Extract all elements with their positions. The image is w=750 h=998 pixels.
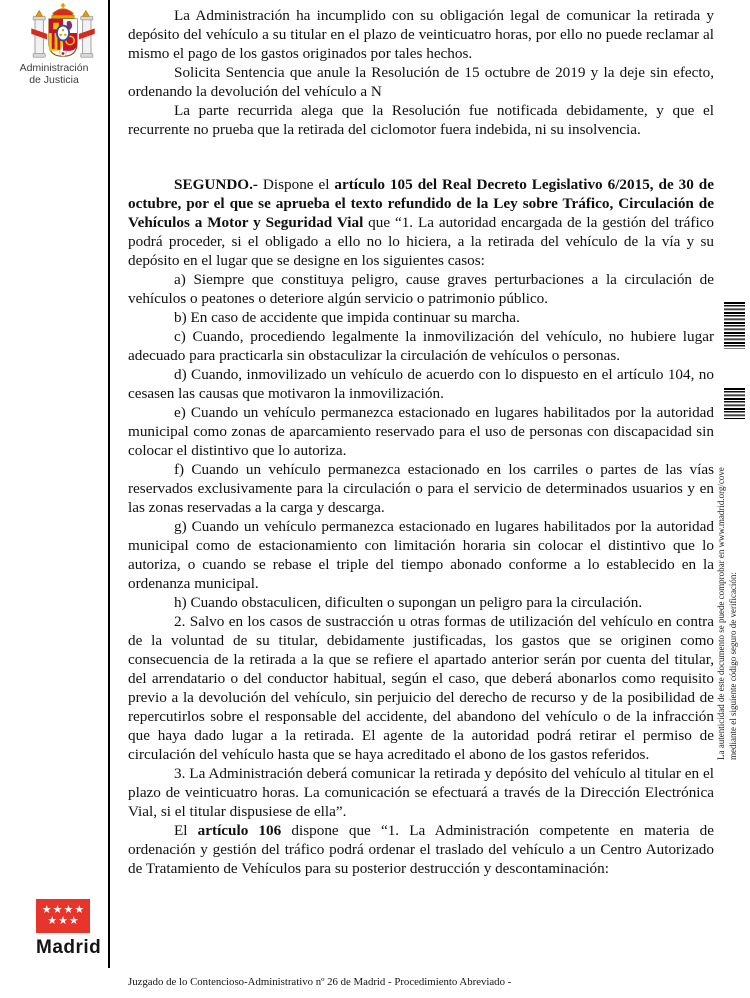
paragraph — [128, 821, 714, 878]
paragraph — [128, 403, 714, 460]
madrid-label: Madrid — [36, 937, 102, 958]
verification-barcode-bottom — [724, 388, 745, 419]
paragraph-segment: g) Cuando un vehículo permanezca estacionado en lugares habilitados por la autoridad municipal como de estacionamiento con limitación horaria sin colocar el distintivo que lo autoriza, o cuando se rebase el triple del tiempo abonado conforme a lo establecido en la ordenanza municipal. — [128, 518, 714, 592]
paragraph-segment: La Administración ha incumplido con su obligación legal de comunicar la retirada y depósito del vehículo a su titular en el plazo de veinticuatro horas, por ello no puede reclamar al mismo el pago de los gastos originados por tales hechos. — [128, 7, 714, 62]
paragraph-bold-segment: artículo 106 — [197, 822, 282, 839]
paragraph — [128, 593, 714, 612]
paragraph — [128, 764, 714, 821]
paragraph-bold-segment: artículo 105 del Real Decreto Legislativo 6/2015, de 30 de octubre, por el que se aprueba el texto refundido de la Ley sobre Tráfico, Circulación de Vehículos a Motor y Seguridad Vial — [128, 176, 714, 231]
paragraph-segment: Dispone el — [262, 176, 335, 193]
paragraph — [128, 460, 714, 517]
verification-line2: mediante el siguiente código seguro de verificación: — [728, 572, 738, 760]
paragraph-segment: f) Cuando un vehículo permanezca estacionado en los carriles o partes de las vías reservados exclusivamente para la circulación o para el servicio de determinados usuarios y en las zonas reservadas a la carga y descarga. — [128, 461, 714, 516]
madrid-flag-icon — [36, 899, 90, 933]
verification-line1: La autenticidad de este documento se puede comprobar en www.madrid.org/cove — [716, 467, 726, 760]
paragraph-segment: El — [174, 822, 198, 839]
left-margin-rail — [0, 0, 108, 998]
paragraph-segment: dispone que “1. La Administración competente en materia de ordenación y gestión del tráfico podrá ordenar el traslado del vehículo a un Centro Autorizado de Tratamiento de Vehículos para su posterior destrucción y descontaminación: — [128, 822, 714, 877]
madrid-logo — [36, 899, 102, 959]
justice-caption-line1: Administración — [19, 62, 89, 74]
paragraph-segment: que “1. La autoridad encargada de la gestión del tráfico podrá proceder, si el obligado a ello no lo hiciera, a la retirada del vehículo de la vía y su depósito en el lugar que se designe en los siguientes casos: — [128, 214, 714, 269]
spain-coat-of-arms-svg — [21, 2, 105, 64]
verification-sidebar-text — [715, 428, 741, 760]
justice-caption — [0, 62, 108, 86]
paragraph — [128, 270, 714, 308]
paragraph — [128, 612, 714, 764]
paragraph — [128, 175, 714, 270]
footer-court-line: Juzgado de lo Contencioso-Administrativo nº 26 de Madrid - Procedimiento Abreviado - — [128, 976, 512, 988]
paragraph — [128, 517, 714, 593]
paragraph-segment: a) Siempre que constituya peligro, cause graves perturbaciones a la circulación de vehículos o peatones o deteriore algún servicio o patrimonio público. — [128, 271, 714, 307]
spain-coat-of-arms-icon — [21, 2, 105, 62]
paragraph-segment: b) En caso de accidente que impida continuar su marcha. — [174, 309, 520, 326]
paragraph-segment: 3. La Administración deberá comunicar la retirada y depósito del vehículo al titular en el plazo de veinticuatro horas. La comunicación se efectuará a través de la Dirección Electrónica Vial, si el titular dispusiese de ella”. — [128, 765, 714, 820]
paragraph-segment: c) Cuando, procediendo legalmente la inmovilización del vehículo, no hubiere lugar adecuado para practicarla sin obstaculizar la circulación de vehículos o personas. — [128, 328, 714, 364]
paragraph-bold-segment: SEGUNDO.- — [174, 176, 263, 193]
paragraph-segment: 2. Salvo en los casos de sustracción u otras formas de utilización del vehículo en contra de la voluntad de su titular, debidamente justificadas, los gastos que se originen como consecuencia de la retirada a la que se refiere el apartado anterior serán por cuenta del titular, del arrendatario o del conductor habitual, según el caso, que deberá abonarlos como requisito previo a la devolución del vehículo, sin perjuicio del derecho de recurso y de la posibilidad de repercutirlos sobre el responsable del accidente, del abandono del vehículo o de la infracción que haya dado lugar a la retirada. El agente de la autoridad podrá retirar el permiso de circulación del vehículo hasta que se haya acreditado el abono de los gastos referidos. — [128, 613, 714, 763]
madrid-stars-row1: ★★★★ — [41, 904, 86, 916]
verification-barcode-top — [724, 302, 745, 349]
paragraph-segment: La parte recurrida alega que la Resolución fue notificada debidamente, y que el recurrente no prueba que la retirada del ciclomotor fuera indebida, ni su insolvencia. — [128, 102, 714, 138]
document-body — [128, 6, 714, 878]
paragraph — [128, 327, 714, 365]
paragraph — [128, 308, 714, 327]
paragraph-segment: h) Cuando obstaculicen, dificulten o supongan un peligro para la circulación. — [174, 594, 643, 611]
paragraph — [128, 365, 714, 403]
paragraph — [128, 101, 714, 139]
justice-caption-line2: de Justicia — [29, 74, 79, 86]
vertical-divider — [108, 0, 110, 968]
madrid-stars-row2: ★★★ — [47, 915, 80, 927]
paragraph — [128, 63, 714, 101]
paragraph — [128, 6, 714, 63]
paragraph-segment: Solicita Sentencia que anule la Resolución de 15 octubre de 2019 y la deje sin efecto, ordenando la devolución del vehículo a N — [128, 64, 714, 100]
paragraph-segment: e) Cuando un vehículo permanezca estacionado en lugares habilitados por la autoridad municipal como zonas de aparcamiento reservado para el uso de personas con discapacidad sin colocar el distintivo que lo autoriza. — [128, 404, 714, 459]
paragraph-segment: d) Cuando, inmovilizado un vehículo de acuerdo con lo dispuesto en el artículo 104, no cesasen las causas que motivaron la inmovilización. — [128, 366, 714, 402]
